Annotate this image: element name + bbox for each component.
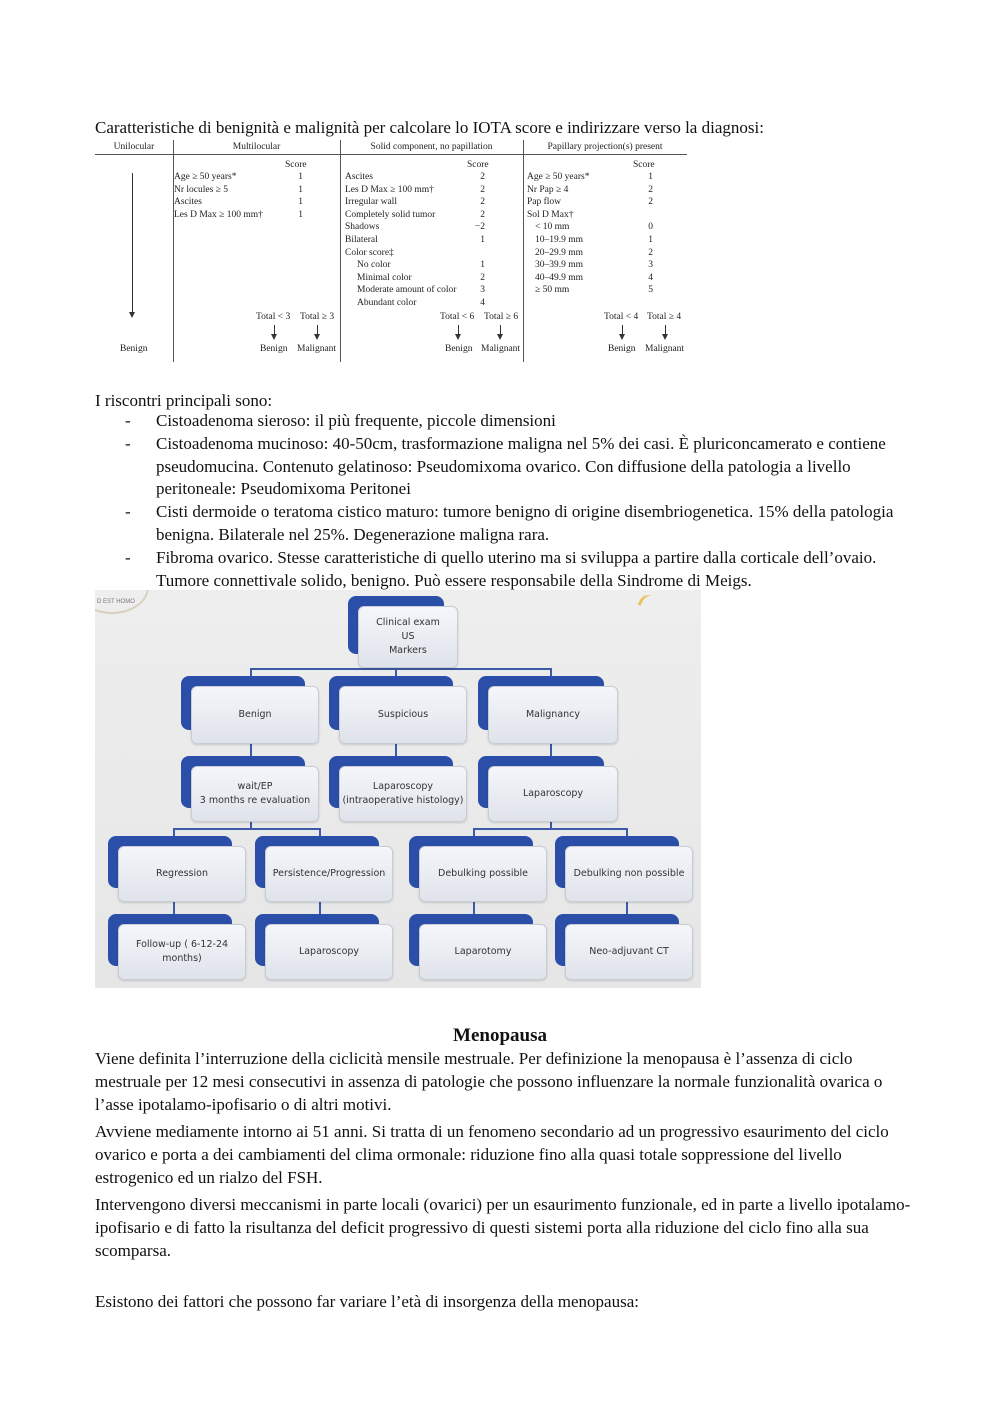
iota-score-table bbox=[95, 140, 695, 365]
paragraph: Esistono dei fattori che possono far variare l’età di insorgenza della menopausa: bbox=[95, 1292, 639, 1311]
connector bbox=[250, 668, 550, 670]
node-label: Regression bbox=[118, 846, 246, 902]
row-label: Moderate amount of color bbox=[357, 285, 457, 296]
row-label: Shadows bbox=[345, 222, 380, 233]
row-score: 1 bbox=[298, 184, 303, 195]
node-box bbox=[191, 766, 319, 822]
header-multilocular: Multilocular bbox=[232, 142, 281, 152]
column-divider bbox=[523, 140, 524, 362]
row-label: Irregular wall bbox=[345, 197, 397, 208]
node-label: (intraoperative histology) bbox=[342, 795, 464, 806]
node-label: wait/EP bbox=[237, 781, 273, 792]
section-heading: Menopausa bbox=[453, 1025, 547, 1046]
connector bbox=[473, 901, 475, 915]
outcome-malignant: Malignant bbox=[297, 344, 337, 354]
node-label: Clinical exam bbox=[376, 617, 440, 628]
outcome-malignant: Malignant bbox=[481, 344, 521, 354]
connector bbox=[173, 901, 175, 915]
header-unilocular: Unilocular bbox=[113, 142, 155, 152]
list-item bbox=[95, 547, 915, 593]
unilocular-arrow bbox=[132, 173, 133, 313]
table-row bbox=[174, 209, 339, 222]
arrowhead bbox=[314, 334, 320, 340]
node-label: Follow-up ( 6-12-24 months) bbox=[118, 924, 246, 980]
node-benign bbox=[181, 676, 319, 744]
node-label: Debulking non possible bbox=[565, 846, 693, 902]
node-clinical-exam bbox=[348, 596, 458, 668]
total-low: Total < 3 bbox=[256, 312, 291, 322]
arrowhead bbox=[129, 312, 135, 318]
arrowhead bbox=[271, 334, 277, 340]
row-label: Nr Pap ≥ 4 bbox=[527, 184, 569, 195]
outcome-malignant: Malignant bbox=[645, 344, 685, 354]
node-label: 3 months re evaluation bbox=[199, 795, 311, 806]
row-label: Age ≥ 50 years* bbox=[174, 172, 237, 182]
row-label: Abundant color bbox=[357, 298, 417, 308]
column-divider bbox=[340, 140, 341, 362]
node-label: Markers bbox=[389, 645, 427, 656]
row-score: 1 bbox=[298, 209, 303, 220]
total-high: Total ≥ 6 bbox=[484, 312, 519, 322]
list-item-text: Cisti dermoide o teratoma cistico maturo: tumore benigno di origine disembriogenetica. 15% della patologia benigna. Bilaterale nel 25%. Degenerazione maligna rara. bbox=[156, 502, 894, 544]
row-label: Ascites bbox=[345, 172, 373, 182]
node-label: Debulking possible bbox=[419, 846, 547, 902]
node-label: Laparotomy bbox=[419, 924, 547, 980]
table-row bbox=[174, 171, 339, 184]
header-papillary: Papillary projection(s) present bbox=[547, 142, 663, 152]
bullet-dash: - bbox=[125, 433, 131, 453]
node-label: US bbox=[401, 631, 415, 642]
row-score: 2 bbox=[480, 172, 485, 182]
row-score: 1 bbox=[648, 172, 653, 182]
management-flowchart bbox=[95, 590, 701, 988]
corner-mark bbox=[638, 592, 656, 610]
findings-intro: I riscontri principali sono: bbox=[95, 391, 273, 410]
header-solid: Solid component, no papillation bbox=[370, 142, 493, 152]
row-score: 1 bbox=[648, 235, 653, 245]
row-score: 2 bbox=[648, 247, 653, 258]
node-follow-up bbox=[108, 914, 246, 980]
list-item bbox=[95, 410, 915, 433]
row-score: 2 bbox=[480, 272, 485, 283]
node-box bbox=[358, 606, 458, 668]
table-row bbox=[174, 184, 339, 197]
row-score: 4 bbox=[480, 298, 485, 308]
row-score: −2 bbox=[474, 222, 485, 233]
row-score: 2 bbox=[480, 197, 485, 208]
list-item-text: Cistoadenoma mucinoso: 40-50cm, trasformazione maligna nel 5% dei casi. È pluriconcamerato e contiene pseudomucina. Contenuto gelatinoso: Pseudomixoma ovarico. Con diffusione della patologia a livello peritoneale: Pseudomixoma Peritonei bbox=[156, 433, 886, 499]
node-label: Laparoscopy bbox=[488, 766, 618, 822]
arrowhead bbox=[455, 334, 461, 340]
node-debulking-possible bbox=[409, 836, 547, 902]
list-item bbox=[95, 433, 915, 501]
node-label: Laparoscopy bbox=[265, 924, 393, 980]
list-item-text: Cistoadenoma sieroso: il più frequente, piccole dimensioni bbox=[156, 411, 556, 430]
row-label: 20–29.9 mm bbox=[535, 247, 584, 258]
arrowhead bbox=[619, 334, 625, 340]
intro-text: Caratteristiche di benignità e malignità per calcolare lo IOTA score e indirizzare verso la diagnosi: bbox=[95, 118, 764, 137]
row-label: Completely solid tumor bbox=[345, 209, 436, 220]
row-label: Nr locules ≥ 5 bbox=[174, 184, 229, 195]
connector bbox=[626, 901, 628, 915]
row-score: 2 bbox=[480, 209, 485, 220]
row-score: 0 bbox=[648, 222, 653, 233]
bullet-dash: - bbox=[125, 411, 131, 430]
unilocular-benign: Benign bbox=[120, 344, 148, 354]
node-label: Malignancy bbox=[488, 686, 618, 744]
paragraph: Viene definita l’interruzione della ciclicità mensile mestruale. Per definizione la menopausa è l’assenza di ciclo mestruale per 12 mesi consecutivi in assenza di patologie che possono influenzare la normale funzionalità ovarica o l’asse ipotalamo-ipofisario o di altri motivi. bbox=[95, 1049, 883, 1114]
list-item bbox=[95, 501, 915, 547]
table-header-rule bbox=[95, 154, 687, 155]
row-score: 3 bbox=[648, 260, 653, 271]
row-label: 40–49.9 mm bbox=[535, 272, 584, 283]
row-score: 1 bbox=[298, 172, 303, 182]
node-label: Laparoscopy bbox=[372, 781, 434, 792]
row-score: 3 bbox=[480, 285, 485, 296]
row-label: Color score‡ bbox=[345, 247, 394, 258]
total-high: Total ≥ 3 bbox=[300, 312, 335, 322]
row-label: Minimal color bbox=[357, 272, 412, 283]
bullet-dash: - bbox=[125, 547, 131, 567]
bullet-dash: - bbox=[125, 502, 131, 522]
node-laparoscopy-2 bbox=[255, 914, 393, 980]
outcome-benign: Benign bbox=[260, 344, 288, 354]
table-row bbox=[174, 196, 339, 209]
row-score: 1 bbox=[480, 235, 485, 245]
row-score: 2 bbox=[648, 184, 653, 195]
score-label: Score bbox=[285, 160, 307, 170]
row-score: 5 bbox=[648, 285, 653, 296]
score-label: Score bbox=[633, 160, 655, 170]
arrowhead bbox=[662, 334, 668, 340]
total-low: Total < 4 bbox=[604, 312, 639, 322]
row-label: Bilateral bbox=[345, 235, 378, 245]
row-score: 1 bbox=[298, 197, 303, 208]
row-label: Les D Max ≥ 100 mm† bbox=[345, 184, 434, 195]
node-regression bbox=[108, 836, 246, 902]
paragraph: Avviene mediamente intorno ai 51 anni. Si tratta di un fenomeno secondario ad un progressivo esaurimento del ciclo ovarico e porta a dei cambiamenti del clima ormonale: riduzione fino alla quasi totale soppressione del livello estrogenico ed un rialzo del FSH. bbox=[95, 1122, 889, 1187]
row-label: Ascites bbox=[174, 197, 202, 208]
row-label: 10–19.9 mm bbox=[535, 235, 584, 245]
total-low: Total < 6 bbox=[440, 312, 475, 322]
row-label: 30–39.9 mm bbox=[535, 260, 584, 271]
outcome-benign: Benign bbox=[445, 344, 473, 354]
findings-list bbox=[95, 410, 915, 592]
node-suspicious bbox=[329, 676, 467, 744]
row-score: 1 bbox=[480, 260, 485, 271]
row-label: ≥ 50 mm bbox=[535, 285, 570, 296]
row-label: No color bbox=[357, 260, 391, 271]
connector bbox=[319, 901, 321, 915]
total-high: Total ≥ 4 bbox=[647, 312, 682, 322]
node-laparotomy bbox=[409, 914, 547, 980]
row-label: Age ≥ 50 years* bbox=[527, 172, 590, 182]
list-item-text: Fibroma ovarico. Stesse caratteristiche di quello uterino ma si sviluppa a partire dalla corticale dell’ovaio. Tumore connettivale solido, benigno. Può essere responsabile della Sindrome di Meigs. bbox=[156, 547, 877, 590]
row-score: 2 bbox=[648, 197, 653, 208]
node-box bbox=[339, 766, 467, 822]
row-label: Pap flow bbox=[527, 197, 562, 208]
node-laparoscopy-histology bbox=[329, 756, 467, 822]
node-laparoscopy bbox=[478, 756, 618, 822]
node-persistence-progression bbox=[255, 836, 393, 902]
node-malignancy bbox=[478, 676, 618, 744]
row-score: 4 bbox=[648, 272, 653, 283]
node-label: Neo-adjuvant CT bbox=[565, 924, 693, 980]
connector bbox=[173, 828, 321, 830]
logo-text: D EST HOMO bbox=[97, 599, 135, 605]
node-label: Persistence/Progression bbox=[265, 846, 393, 902]
node-label: Suspicious bbox=[339, 686, 467, 744]
node-wait-ep bbox=[181, 756, 319, 822]
node-neo-adjuvant-ct bbox=[555, 914, 693, 980]
connector bbox=[473, 828, 628, 830]
node-label: Benign bbox=[191, 686, 319, 744]
row-label: < 10 mm bbox=[535, 222, 570, 233]
score-label: Score bbox=[467, 160, 489, 170]
row-label: Sol D Max† bbox=[527, 209, 574, 220]
outcome-benign: Benign bbox=[608, 344, 636, 354]
row-score: 2 bbox=[480, 184, 485, 195]
arrowhead bbox=[497, 334, 503, 340]
paragraph: Intervengono diversi meccanismi in parte locali (ovarici) per un esaurimento funzionale, ed in parte a livello ipotalamo-ipofisario e di fatto la risultanza del deficit progressivo di questi sistemi porta alla riduzione del ciclo fino alla sua scomparsa. bbox=[95, 1195, 911, 1260]
row-label: Les D Max ≥ 100 mm† bbox=[174, 209, 263, 220]
node-debulking-non-possible bbox=[555, 836, 693, 902]
